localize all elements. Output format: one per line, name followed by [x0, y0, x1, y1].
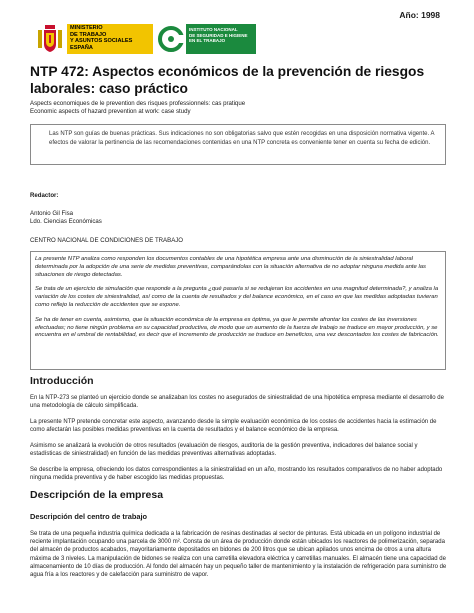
abstract-box	[30, 251, 446, 370]
coat-of-arms-icon	[36, 24, 64, 54]
abstract-paragraph: Se trata de un ejercicio de simulación que responde a la pregunta ¿qué pasaría si se redujeran los accidentes en una magnitud determinada?, y analiza la variación de los costes de siniestralidad, así como de la cuenta de resultados y del balance económico, en el caso en que las medidas adoptadas tuvieran como reflejo la reducción de accidentes que se expone.	[35, 286, 439, 308]
document-title: NTP 472: Aspectos económicos de la prevención de riesgos laborales: caso práctico	[30, 64, 425, 96]
intro-paragraph: Se describe la empresa, ofreciendo los datos correspondientes a la siniestralidad en un año, mostrando los resultados comparativos de no haber adoptado ninguna medida preventiva y de haber escogido las medidas propuestas.	[30, 467, 443, 482]
alternate-titles	[30, 100, 245, 116]
section-heading-descripcion: Descripción de la empresa	[30, 489, 164, 501]
document-year: Año: 1998	[399, 10, 440, 20]
title-english: Economic aspects of hazard prevention at work: case study	[30, 108, 191, 116]
intro-paragraph: La presente NTP pretende concretar este aspecto, avanzando desde la simple evaluación económica de los costes de accidentes hacia la estimación de como afectarán las posibles medidas preventivas en la cuenta de resultados y el balance económico de la empresa.	[30, 419, 437, 434]
author-name: Antonio Gil Fisa	[30, 210, 74, 217]
section-heading-introduccion: Introducción	[30, 375, 94, 387]
instituto-logo-icon	[156, 24, 186, 54]
ntp-notice-box: Las NTP son guías de buenas prácticas. Sus indicaciones no son obligatorias salvo que estén recogidas en una disposición normativa vigente. A efectos de valorar la pertinencia de las recomendaciones contenidas en una NTP concreta es conveniente tener en cuenta su fecha de edición.	[30, 124, 446, 165]
instituto-label: INSTITUTO NACIONAL DE SEGURIDAD E HIGIENE EN EL TRABAJO	[186, 24, 256, 54]
ministerio-logo	[36, 24, 154, 60]
intro-paragraph: Asimismo se analizará la evolución de otros resultados (evaluación de riesgos, auditoría de la gestión preventiva, indicadores del balance social y estadísticas de siniestralidad) en función de las medidas preventivas alternativas adoptadas.	[30, 443, 418, 458]
centro-nacional: CENTRO NACIONAL DE CONDICIONES DE TRABAJO	[30, 237, 184, 244]
centro-paragraph: Se trata de una pequeña industria química dedicada a la fabricación de resinas destinadas al sector de pinturas. Está ubicada en un polígono industrial de reciente implantación ocupando una parcela de 3000 m². Consta de un área de producción donde están ubicados los reactores de polimerización, separada del almacén de productos acabados, mayoritariamente depositados en bidones de 200 litros que se ubican apilados unos encima de otros a una altura máxima de 3 niveles. La manipulación de bidones se realiza con una carretilla elevadora eléctrica y carretillas manuales. El almacén tiene una capacidad de almacenamiento de 10 días de producción. Al fondo del almacén hay un pequeño taller de mantenimiento y la instalación de refrigeración para suministro de agua fría a los reactores y de calefacción para suministro de vapor.	[30, 531, 447, 579]
title-french: Aspects economiques de le prevention des risques professionnels: cas pratique	[30, 100, 246, 107]
author-degree: Ldo. Ciencias Económicas	[30, 218, 102, 226]
abstract-paragraph: La presente NTP analiza como responden los documentos contables de una hipotética empresa ante una disminución de la siniestralidad laboral determinada por la adopción de una serie de medidas preventivas, comparándolas con la situación alternativa de no adoptar ninguna medida ante las situaciones de riesgo detectadas.	[35, 256, 426, 278]
abstract-paragraph: Se ha de tener en cuenta, asimismo, que la situación económica de la empresa es óptima, ya que le permite afrontar los costes de las inversiones efectuadas; no tiene ningún problema en su capacidad productiva, de modo que un aumento de la fuerza de trabajo se traduce en mayor producción, y se encuentra en el umbral de rentabilidad, es decir que el incremento de producción se traduce en beneficios, una vez descontados los costes de fabricación.	[35, 316, 439, 339]
ministerio-label: MINISTERIO DE TRABAJO Y ASUNTOS SOCIALES ESPAÑA	[67, 24, 153, 54]
author-block	[30, 210, 102, 226]
redactor-label: Redactor:	[30, 192, 59, 199]
subsection-heading-centro: Descripción del centro de trabajo	[30, 512, 148, 521]
intro-paragraph: En la NTP-273 se planteó un ejercicio donde se analizaban los costes no asegurados de siniestralidad de una hipotética empresa mediante el desarrollo de una metodología de cálculo simplificada.	[30, 395, 444, 410]
instituto-logo	[156, 24, 256, 54]
